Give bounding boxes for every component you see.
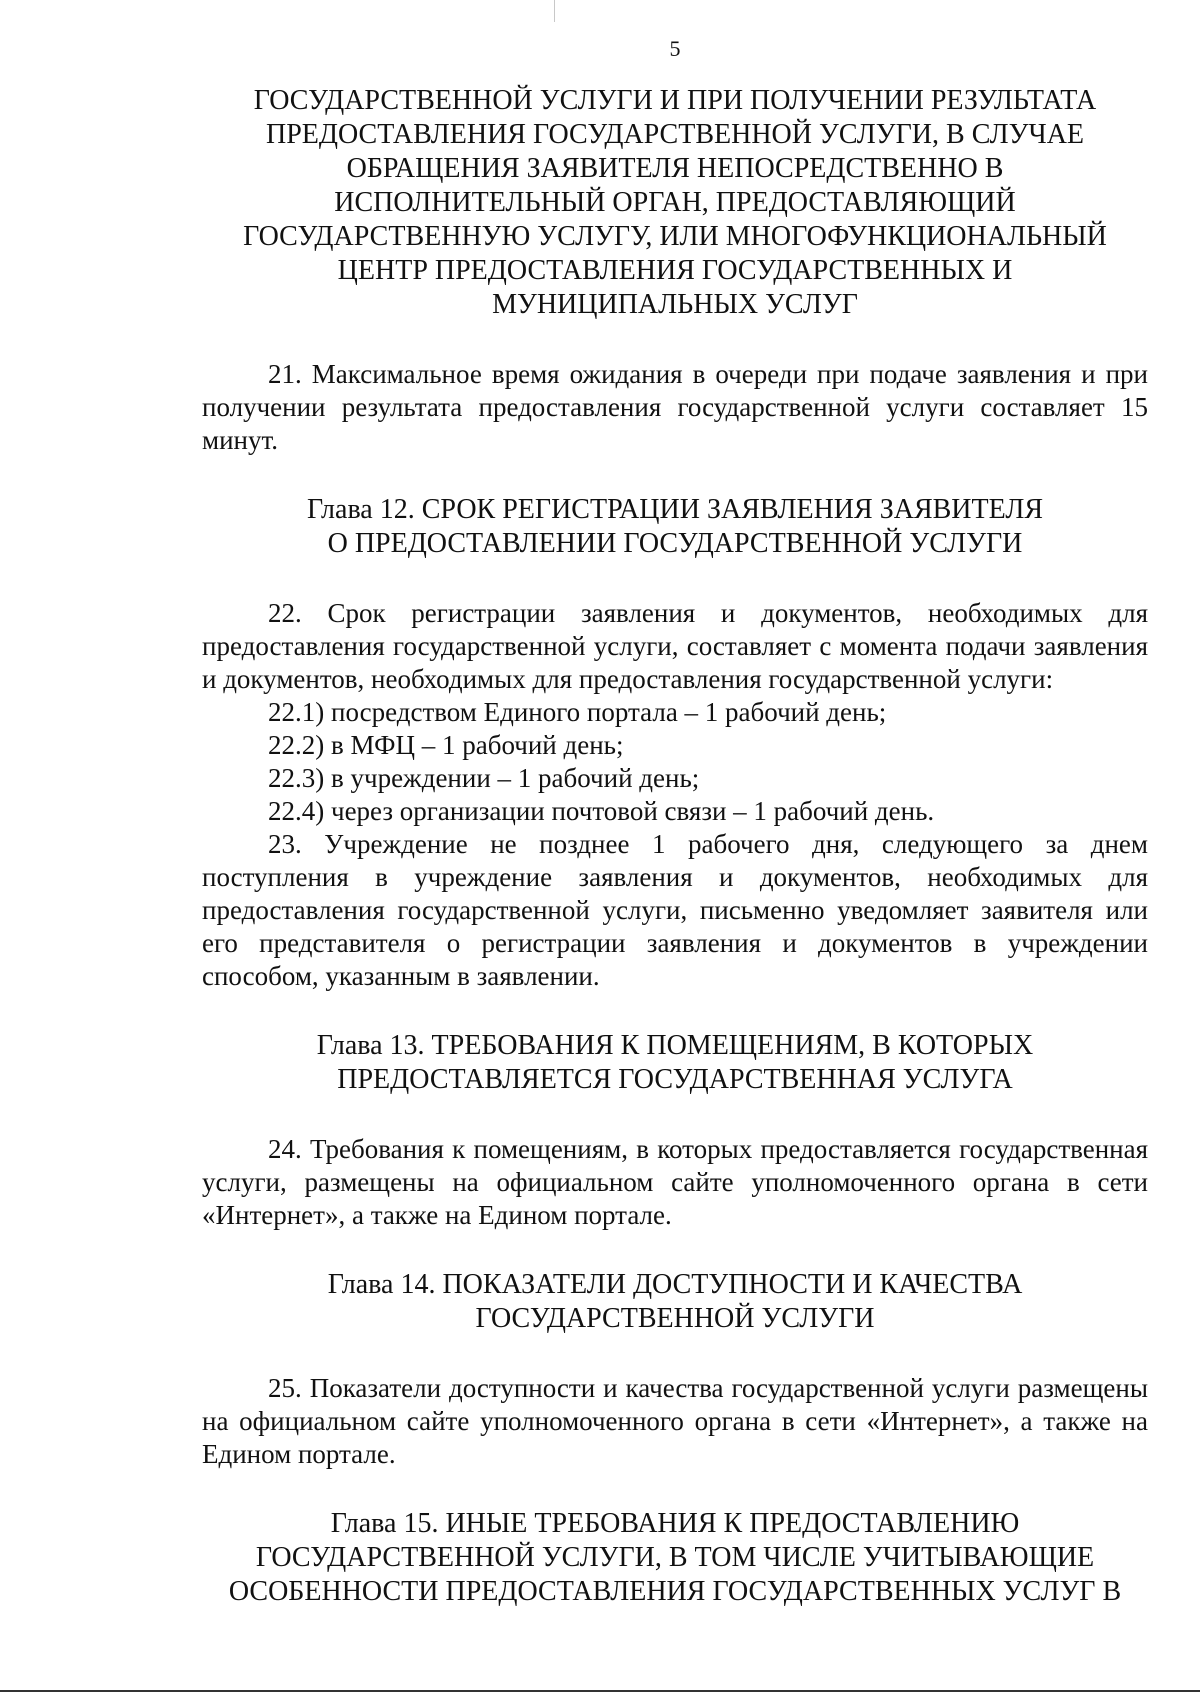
list-item: 22.1) посредством Единого портала – 1 рабочий день; — [268, 697, 887, 727]
list-item: 22.2) в МФЦ – 1 рабочий день; — [268, 730, 624, 760]
document-body — [202, 84, 1148, 1609]
page-number: 5 — [669, 36, 681, 61]
scan-mark — [554, 0, 555, 22]
heading-line: ГОСУДАРСТВЕННОЙ УСЛУГИ, В ТОМ ЧИСЛЕ УЧИТЫВАЮЩИЕ — [255, 1542, 1095, 1573]
section-heading-top — [202, 84, 1148, 322]
paragraph-21: 21. Максимальное время ожидания в очереди при подаче заявления и при получении результата предоставления государственной услуги составляет 15 минут. — [202, 359, 1148, 455]
paragraph-24: 24. Требования к помещениям, в которых предоставляется государственная услуги, размещены на официальном сайте уполномоченного органа в сети «Интернет», а также на Едином портале. — [202, 1134, 1148, 1230]
heading-line: ОБРАЩЕНИЯ ЗАЯВИТЕЛЯ НЕПОСРЕДСТВЕННО В — [346, 153, 1004, 184]
heading-line: ИСПОЛНИТЕЛЬНЫЙ ОРГАН, ПРЕДОСТАВЛЯЮЩИЙ — [334, 187, 1016, 218]
heading-line: Глава 14. ПОКАЗАТЕЛИ ДОСТУПНОСТИ И КАЧЕСТВА — [327, 1269, 1023, 1300]
paragraph-23: 23. Учреждение не позднее 1 рабочего дня, следующего за днем поступления в учреждение заявления и документов, необходимых для предоставления государственной услуги, письменно уведомляет заявителя или его представителя о регистрации заявления и документов в учреждении способом, указанным в заявлении. — [202, 829, 1148, 991]
heading-line: ГОСУДАРСТВЕННОЙ УСЛУГИ И ПРИ ПОЛУЧЕНИИ РЕЗУЛЬТАТА — [253, 85, 1097, 116]
heading-line: ГОСУДАРСТВЕННОЙ УСЛУГИ — [475, 1303, 875, 1334]
heading-line: ПРЕДОСТАВЛЕНИЯ ГОСУДАРСТВЕННОЙ УСЛУГИ, В СЛУЧАЕ — [265, 119, 1085, 150]
chapter-13-heading — [202, 1029, 1148, 1097]
heading-line: ПРЕДОСТАВЛЯЕТСЯ ГОСУДАРСТВЕННАЯ УСЛУГА — [337, 1064, 1013, 1095]
list-item: 22.3) в учреждении – 1 рабочий день; — [268, 763, 700, 793]
heading-line: Глава 13. ТРЕБОВАНИЯ К ПОМЕЩЕНИЯМ, В КОТОРЫХ — [316, 1030, 1034, 1061]
heading-line: ГОСУДАРСТВЕННУЮ УСЛУГУ, ИЛИ МНОГОФУНКЦИОНАЛЬНЫЙ — [243, 221, 1107, 252]
heading-line: МУНИЦИПАЛЬНЫХ УСЛУГ — [492, 289, 858, 320]
heading-line: Глава 12. СРОК РЕГИСТРАЦИИ ЗАЯВЛЕНИЯ ЗАЯВИТЕЛЯ — [306, 494, 1044, 525]
page-bottom-edge — [0, 1690, 1200, 1692]
paragraph-25: 25. Показатели доступности и качества государственной услуги размещены на официальном сайте уполномоченного органа в сети «Интернет», а также на Едином портале. — [202, 1373, 1148, 1469]
heading-line: ОСОБЕННОСТИ ПРЕДОСТАВЛЕНИЯ ГОСУДАРСТВЕННЫХ УСЛУГ В — [228, 1576, 1122, 1607]
chapter-15-heading — [202, 1507, 1148, 1609]
chapter-14-heading — [202, 1268, 1148, 1336]
heading-line: Глава 15. ИНЫЕ ТРЕБОВАНИЯ К ПРЕДОСТАВЛЕНИЮ — [330, 1508, 1020, 1539]
chapter-12-heading — [202, 493, 1148, 561]
paragraph-22: 22. Срок регистрации заявления и документов, необходимых для предоставления государственной услуги, составляет с момента подачи заявления и документов, необходимых для предоставления государственной услуги: — [202, 598, 1148, 694]
heading-line: ЦЕНТР ПРЕДОСТАВЛЕНИЯ ГОСУДАРСТВЕННЫХ И — [337, 255, 1013, 286]
heading-line: О ПРЕДОСТАВЛЕНИИ ГОСУДАРСТВЕННОЙ УСЛУГИ — [327, 528, 1023, 559]
list-item: 22.4) через организации почтовой связи – 1 рабочий день. — [268, 796, 935, 826]
